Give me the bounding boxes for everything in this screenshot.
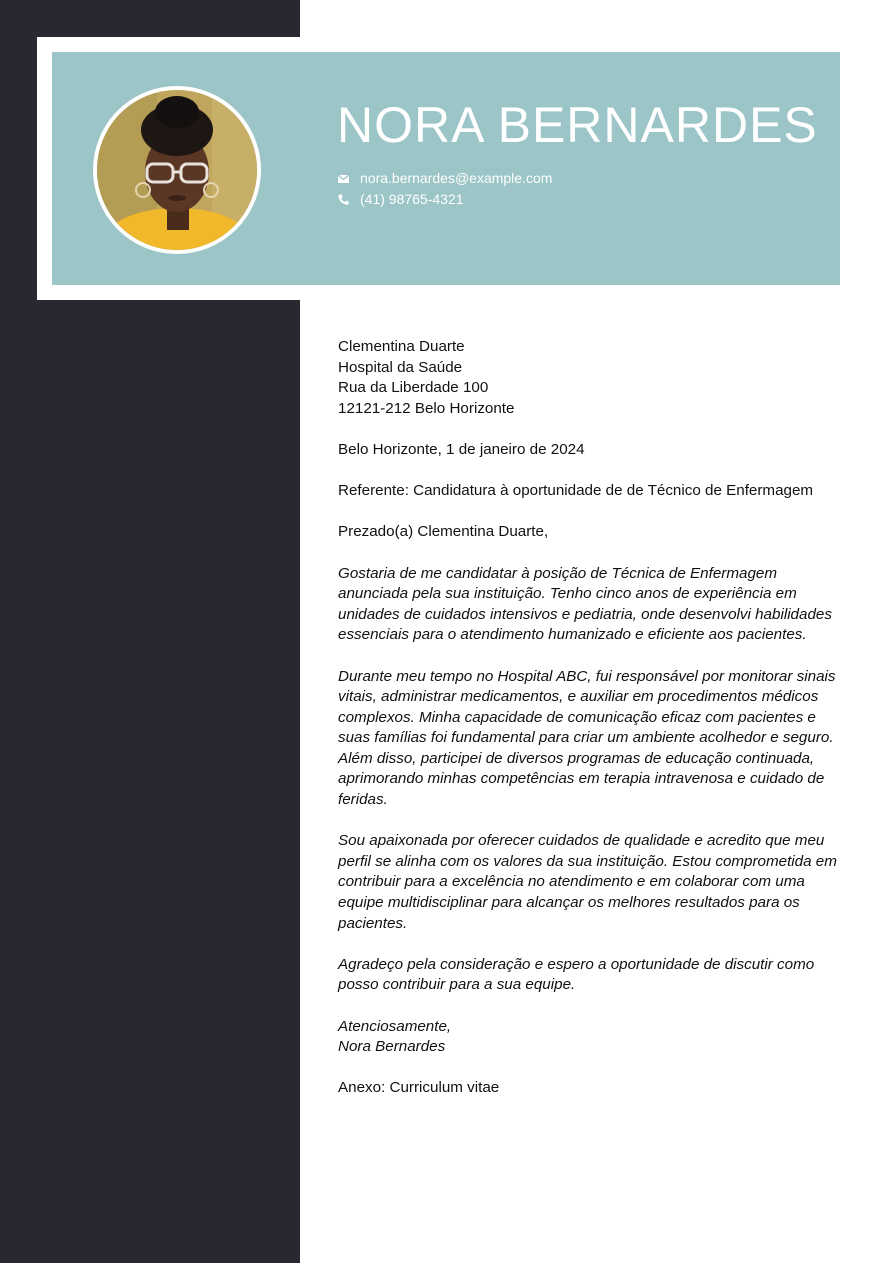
paragraph-3: Sou apaixonada por oferecer cuidados de qualidade e acredito que meu perfil se alinha com os valores da sua instituição. Estou comprometida em contribuir para a excelência no atendimento e em colaborar com uma equipe multidisciplinar para alcançar os melhores resultados para os pacientes. — [338, 832, 837, 932]
letter-greeting: Prezado(a) Clementina Duarte, — [338, 523, 549, 541]
recipient-city: 12121-212 Belo Horizonte — [338, 399, 515, 417]
email-text[interactable]: nora.bernardes@example.com — [360, 170, 553, 186]
signature: Nora Bernardes — [338, 1038, 446, 1056]
paragraph-1: Gostaria de me candidatar à posição de Técnica de Enfermagem anunciada pela sua instituição. Tenho cinco anos de experiência em unidades de cuidados intensivos e pediatria, onde desenvolvi habilidades essenciais para o atendimento humanizado e eficiente aos pacientes. — [338, 564, 832, 644]
signoff — [338, 1017, 848, 1058]
letter-body — [338, 337, 848, 1120]
envelope-icon — [337, 172, 350, 185]
closing: Atenciosamente, — [338, 1017, 452, 1035]
paragraph-2: Durante meu tempo no Hospital ABC, fui responsável por monitorar sinais vitais, administrar medicamentos, e auxiliar em procedimentos médicos complexos. Minha capacidade de comunicação eficaz com pacientes e suas famílias foi fundamental para criar um ambiente acolhedor e seguro. Além disso, participei de diversos programas de educação continuada, aprimorando minhas competências em terapia intravenosa e cuidado de feridas. — [338, 667, 836, 809]
recipient-street: Rua da Liberdade 100 — [338, 379, 489, 397]
recipient-name: Clementina Duarte — [338, 338, 465, 355]
profile-photo — [93, 86, 261, 254]
contact-info — [337, 168, 552, 210]
paragraph-4: Agradeço pela consideração e espero a oportunidade de discutir como posso contribuir para a sua equipe. — [338, 955, 815, 994]
phone-row — [337, 189, 552, 210]
recipient-address — [338, 337, 848, 419]
letter-date: Belo Horizonte, 1 de janeiro de 2024 — [338, 440, 585, 458]
recipient-organization: Hospital da Saúde — [338, 358, 463, 376]
email-row — [337, 168, 552, 189]
phone-text[interactable]: (41) 98765-4321 — [360, 191, 464, 207]
letter-subject: Referente: Candidatura à oportunidade de de Técnico de Enfermagem — [338, 482, 814, 500]
candidate-name: NORA BERNARDES — [337, 97, 818, 153]
phone-icon — [337, 193, 350, 206]
attachment-note: Anexo: Curriculum vitae — [338, 1079, 500, 1097]
